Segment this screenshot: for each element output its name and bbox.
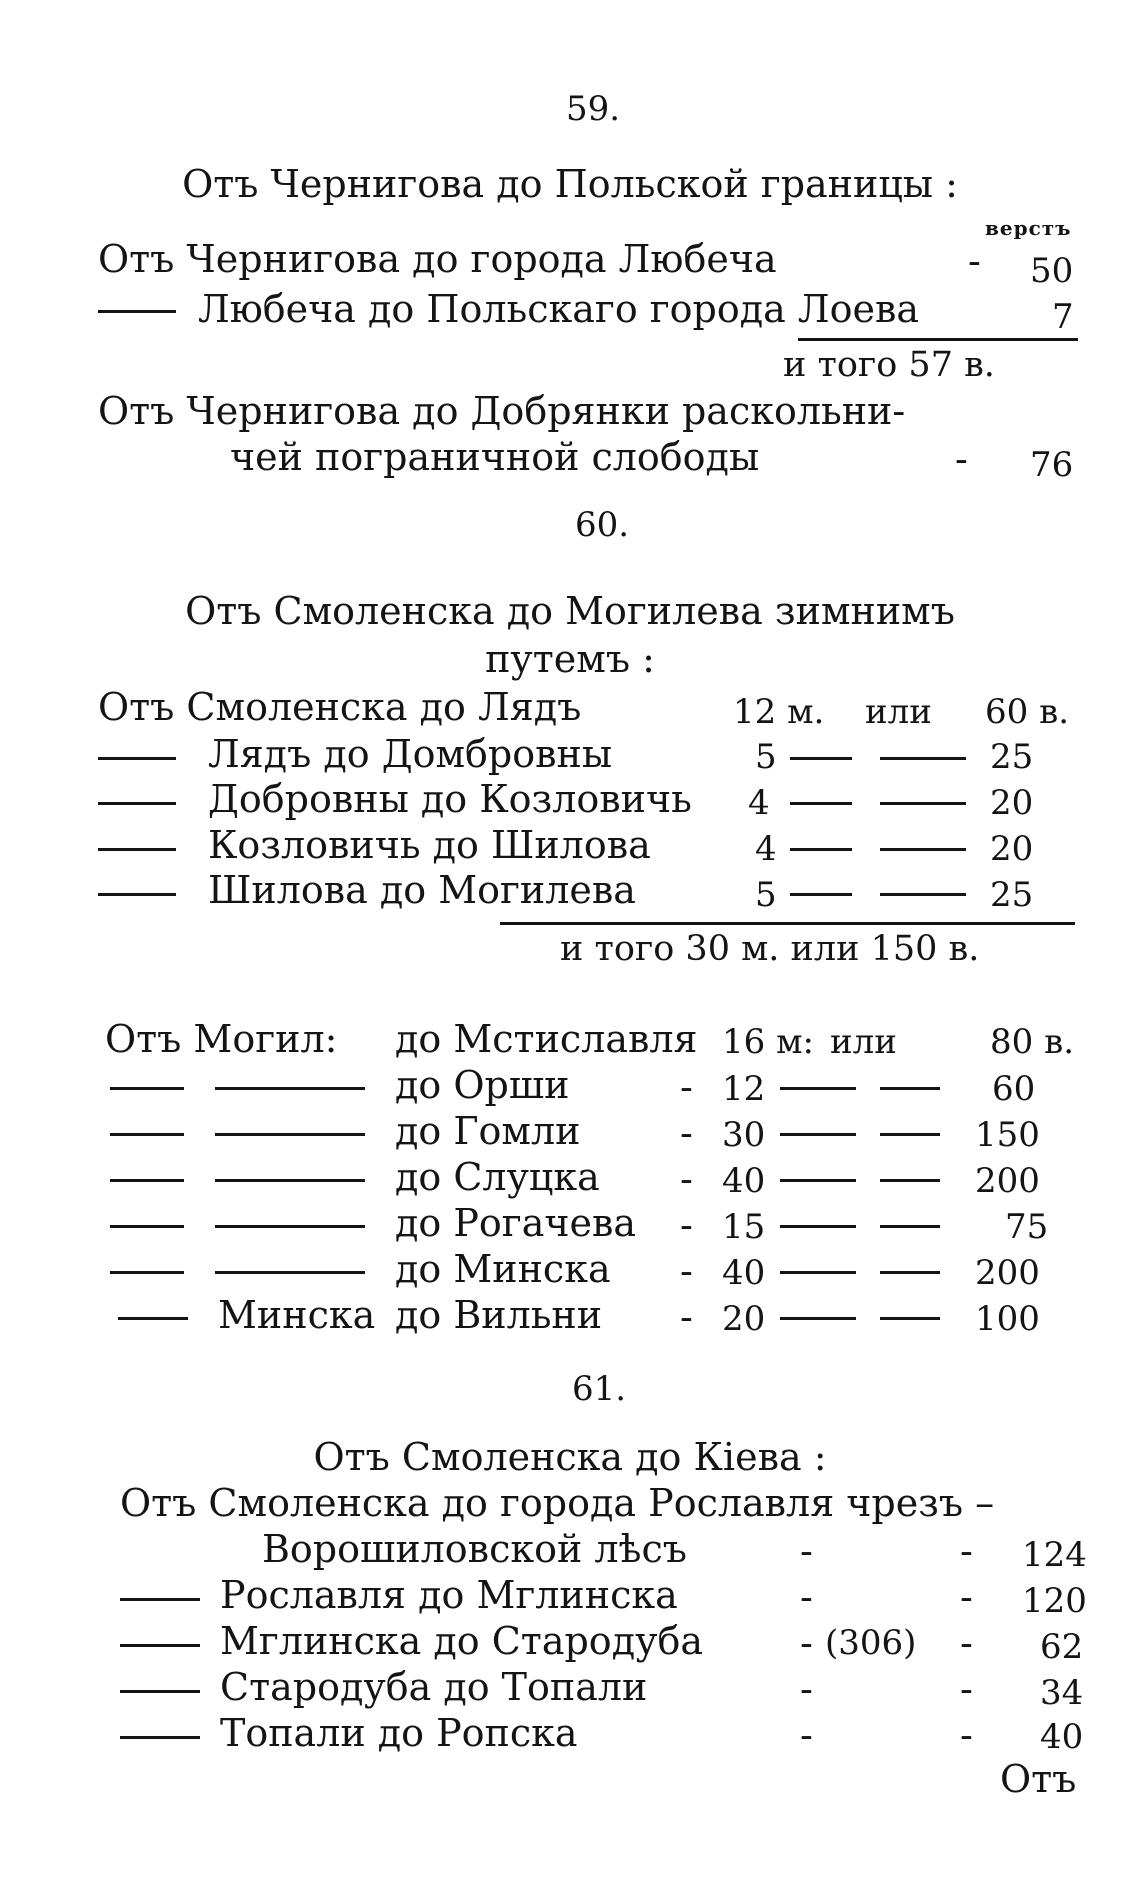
route-to-mstislavl: до Мстиславля: [395, 1017, 698, 1061]
route-sep: -: [680, 1295, 693, 1339]
route-value: 34: [1040, 1673, 1084, 1713]
page-number-59: 59.: [566, 89, 621, 129]
route-sep: -: [680, 1065, 693, 1109]
route-from-minsk: Минска: [218, 1293, 376, 1337]
total-section2: и того 30 м. или 150 в.: [560, 929, 980, 969]
route-value: 40: [1040, 1717, 1084, 1757]
route-to-minsk: до Минска: [395, 1247, 611, 1291]
route-row-shilov-mogilev: Шилова до Могилева: [208, 868, 636, 912]
ditto-dash: [98, 802, 176, 805]
route-versts: 75: [1005, 1207, 1049, 1247]
route-sep: -: [680, 1157, 693, 1201]
route-value: 7: [1052, 297, 1074, 337]
route-row-kozlovich-shilov: Козловичь до Шилова: [208, 823, 651, 867]
ditto-dash: [120, 1736, 200, 1739]
ditto-dash: [790, 848, 852, 851]
route-or: или: [865, 692, 932, 732]
ditto-dash: [880, 1271, 940, 1274]
route-or: или: [830, 1022, 897, 1062]
route-row-chernigov-dobryanka: Отъ Чернигова до Добрянки раскольни-: [98, 389, 906, 433]
ditto-dash: [880, 1179, 940, 1182]
route-to-gomel: до Гомли: [395, 1109, 581, 1153]
ditto-dash: [780, 1133, 856, 1136]
ditto-dash: [118, 1317, 188, 1320]
ditto-dash: [98, 893, 176, 896]
route-versts: 60 в.: [985, 692, 1070, 732]
route-sep: -: [960, 1575, 973, 1619]
ditto-dash: [780, 1271, 856, 1274]
route-row-smolensk-roslavl: Отъ Смоленска до города Рославля чрезъ –: [120, 1481, 995, 1525]
route-miles: 4: [748, 783, 770, 823]
route-miles: 12: [722, 1069, 766, 1109]
ditto-dash: [110, 1179, 184, 1182]
unit-versts-label: верстъ: [985, 216, 1072, 240]
route-row-chernigov-lyubech: Отъ Чернигова до города Любеча: [98, 237, 777, 281]
route-sep: -: [800, 1529, 813, 1573]
ditto-dash: [120, 1690, 200, 1693]
route-miles: 30: [722, 1115, 766, 1155]
route-versts: 200: [975, 1253, 1040, 1293]
route-sep: -: [680, 1111, 693, 1155]
page-number-60: 60.: [575, 505, 630, 545]
ditto-dash: [215, 1179, 365, 1182]
route-row-dobrovna-kozlovich: Добровны до Козловичь: [208, 777, 692, 821]
route-sep: -: [800, 1713, 813, 1757]
route-miles: 40: [722, 1161, 766, 1201]
route-sep: -: [968, 239, 981, 283]
route-miles: 12 м.: [733, 692, 825, 732]
route-sep: -: [680, 1249, 693, 1293]
route-versts: 80 в.: [990, 1022, 1075, 1062]
sum-rule: [798, 338, 1078, 341]
ditto-dash: [790, 893, 852, 896]
route-sep: -: [800, 1667, 813, 1711]
ditto-dash: [880, 1087, 940, 1090]
route-sep: -: [960, 1713, 973, 1757]
ditto-dash: [880, 802, 966, 805]
route-row-lyady-dombrovna: Лядъ до Домбровны: [208, 732, 613, 776]
route-to-rogachev: до Рогачева: [395, 1201, 637, 1245]
section-title-smolensk-mogilev-line1: Отъ Смоленска до Могилева зимнимъ: [185, 589, 955, 633]
route-miles: 5: [755, 737, 777, 777]
route-row-smolensk-lyady: Отъ Смоленска до Лядъ: [98, 685, 582, 729]
route-versts: 150: [975, 1115, 1040, 1155]
route-versts: 20: [990, 829, 1034, 869]
route-versts: 200: [975, 1161, 1040, 1201]
ditto-dash: [790, 802, 852, 805]
ditto-dash: [215, 1133, 365, 1136]
route-note-306: (306): [825, 1623, 917, 1663]
ditto-dash: [880, 1225, 940, 1228]
ditto-dash: [110, 1087, 184, 1090]
route-sep: -: [960, 1529, 973, 1573]
ditto-dash: [110, 1271, 184, 1274]
route-versts: 25: [990, 875, 1034, 915]
section-title-chernigov-poland: Отъ Чернигова до Польской границы :: [182, 162, 958, 206]
ditto-dash: [790, 757, 852, 760]
ditto-dash: [780, 1179, 856, 1182]
section-title-smolensk-mogilev-line2: путемъ :: [485, 637, 655, 681]
ditto-dash: [110, 1225, 184, 1228]
route-value: 76: [1030, 445, 1074, 485]
route-value: 62: [1040, 1627, 1084, 1667]
route-value: 120: [1022, 1581, 1087, 1621]
ditto-dash: [880, 893, 966, 896]
total-section1: и того 57 в.: [783, 345, 995, 385]
ditto-dash: [110, 1133, 184, 1136]
route-to-slutsk: до Слуцка: [395, 1155, 600, 1199]
route-row-starodub-topal: Стародуба до Топали: [220, 1665, 648, 1709]
route-sep: -: [960, 1621, 973, 1665]
route-row-roslavl-mglinsk: Рославля до Мглинска: [220, 1573, 678, 1617]
route-sep: -: [680, 1203, 693, 1247]
ditto-dash: [215, 1271, 365, 1274]
ditto-dash: [780, 1225, 856, 1228]
route-versts: 100: [975, 1299, 1040, 1339]
route-versts: 20: [990, 783, 1034, 823]
sum-rule: [500, 922, 1075, 925]
ditto-dash: [98, 848, 176, 851]
ditto-dash: [880, 1317, 940, 1320]
route-from-mogilev: Отъ Могил:: [105, 1017, 338, 1061]
route-value: 124: [1022, 1535, 1087, 1575]
ditto-dash: [98, 310, 176, 313]
route-miles: 16 м:: [722, 1022, 814, 1062]
route-row-lyubech-loev: Любеча до Польскаго города Лоева: [198, 287, 920, 331]
ditto-dash: [780, 1087, 856, 1090]
ditto-dash: [215, 1225, 365, 1228]
route-miles: 20: [722, 1299, 766, 1339]
ditto-dash: [880, 757, 966, 760]
ditto-dash: [780, 1317, 856, 1320]
route-sep: -: [800, 1621, 813, 1665]
page-number-61: 61.: [572, 1369, 627, 1409]
ditto-dash: [120, 1644, 200, 1647]
route-miles: 15: [722, 1207, 766, 1247]
ditto-dash: [880, 1133, 940, 1136]
catchword: Отъ: [1000, 1757, 1077, 1801]
route-versts: 60: [992, 1069, 1036, 1109]
route-value: 50: [1030, 251, 1074, 291]
section-title-smolensk-kiev: Отъ Смоленска до Кіева :: [313, 1435, 827, 1479]
route-sep: -: [960, 1667, 973, 1711]
route-sep: -: [800, 1575, 813, 1619]
route-row-mglinsk-starodub: Мглинска до Стародуба: [220, 1619, 703, 1663]
route-row-topal-ropsk: Топали до Ропска: [220, 1711, 578, 1755]
route-to-orsha: до Орши: [395, 1063, 570, 1107]
route-versts: 25: [990, 737, 1034, 777]
route-miles: 4: [755, 829, 777, 869]
ditto-dash: [215, 1087, 365, 1090]
route-sep: -: [955, 437, 968, 481]
ditto-dash: [120, 1598, 200, 1601]
route-to-vilna: до Вильни: [395, 1293, 603, 1337]
ditto-dash: [98, 757, 176, 760]
ditto-dash: [880, 848, 966, 851]
route-row-continuation: чей пограничной слободы: [230, 435, 760, 479]
route-row-continuation: Ворошиловской лѣсъ: [262, 1527, 687, 1571]
route-miles: 5: [755, 875, 777, 915]
route-miles: 40: [722, 1253, 766, 1293]
